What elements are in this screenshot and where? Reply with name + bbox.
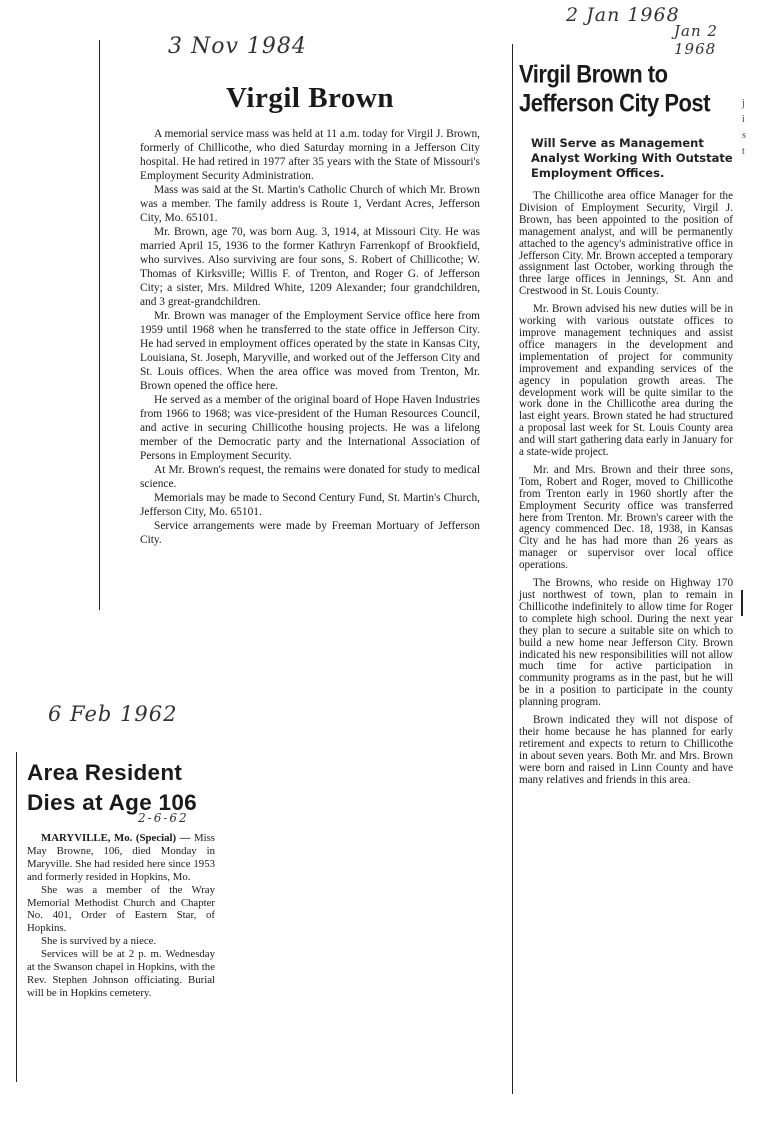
- post-body: [519, 191, 733, 787]
- area-clipping: [27, 758, 215, 1000]
- obituary-paragraph: He served as a member of the original board of Hope Haven Industries from 1966 to 1968; was vice-president of the Human Resources Council, and active in securing Chillicothe housing projects. He was a lifelong member of the Democratic party and the International Association of Persons in Employment Security.: [140, 394, 480, 462]
- area-left-edge: [16, 752, 17, 1082]
- margin-marks: [738, 90, 754, 810]
- margin-mark: s: [742, 130, 746, 141]
- area-paragraph: She is survived by a niece.: [41, 935, 157, 948]
- area-dateline: MARYVILLE, Mo. (Special) —: [41, 832, 191, 844]
- obituary-body: [140, 127, 480, 547]
- obituary-title: Virgil Brown: [226, 82, 394, 114]
- handwritten-date-area-headline: 2-6-62: [138, 811, 189, 825]
- obituary-paragraph: Mr. Brown was manager of the Employment Service office here from 1959 until 1968 when he transferred to the state office in Jefferson City. He had served in employment offices operated by the state in Kansas City, Louisiana, St. Joseph, Maryville, and worked out of the Jefferson City and St. Louis offices. When the area office was moved from Trenton, Mr. Brown opened the office here.: [140, 310, 480, 392]
- obituary-paragraph: Mr. Brown, age 70, was born Aug. 3, 1914, at Missouri City. He was married April 15, 1936 to the former Kathryn Farrenkopf of Brookfield, who survives. Also surviving are four sons, S. Robert of Chillicothe; W. Thomas of Kirksville; Willis F. of Trenton, and Roger G. of Jefferson City; a sister, Mrs. Mildred White, 1209 Alexander; four grandchildren, and 3 great-grandchildren.: [140, 226, 480, 308]
- area-headline: [27, 758, 215, 818]
- post-paragraph: The Browns, who reside on Highway 170 just northwest of town, plan to remain in Chillicothe indefinitely to allow time for Roger to complete high school. During the next year they plan to secure a suitable site on which to build a new home near Jefferson City. Brown indicated his new responsibilities will not allow much time for active participation in community programs as in the past, but he will be in a position to participate in the county planning program.: [519, 577, 733, 709]
- margin-mark: t: [742, 146, 745, 157]
- obituary-paragraph: Memorials may be made to Second Century Fund, St. Martin's Church, Jefferson City, Mo. 65101.: [140, 492, 480, 518]
- handwritten-date-area: 6 Feb 1962: [48, 702, 178, 726]
- obituary-paragraph: A memorial service mass was held at 11 a.m. today for Virgil J. Brown, formerly of Chillicothe, who died Saturday morning in a Jefferson City hospital. He had retired in 1977 after 35 years with the State of Missouri's Employment Security Administration.: [140, 128, 480, 182]
- post-clipping: [519, 60, 733, 793]
- post-paragraph: Mr. Brown advised his new duties will be in working with various outstate offices to improve management techniques and assist office managers in the development and implementation of project for community improvement and expanding services of the agency in population growth areas. The development work will be quite similar to the work done in the Chillicothe area during the last eight years. Brown stated he had structured a proposal last week for St. Louis County area and will start gathering data early in January for a state-wide project.: [519, 303, 733, 459]
- handwritten-date-obituary: 3 Nov 1984: [168, 34, 307, 59]
- obituary-paragraph: Mass was said at the St. Martin's Catholic Church of which Mr. Brown was a member. The family address is Route 1, Verdant Acres, Jefferson City, Mo. 65101.: [140, 184, 480, 224]
- obituary-left-edge: [99, 40, 100, 610]
- obituary-paragraph: At Mr. Brown's request, the remains were donated for study to medical science.: [140, 464, 480, 490]
- area-paragraph: Services will be at 2 p. m. Wednesday at the Swanson chapel in Hopkins, with the Rev. Stephen Johnson officiating. Burial will be in Hopkins cemetery.: [27, 948, 215, 999]
- post-deck: Will Serve as Management Analyst Working With Outstate Employment Offices.: [531, 136, 733, 180]
- post-headline-line2: Jefferson City Post: [519, 89, 710, 118]
- area-paragraph-text: Miss May Browne, 106, died Monday in Maryville. She had resided here since 1953 and formerly resided in Hopkins, Mo.: [27, 832, 216, 883]
- right-margin-rule: [741, 590, 743, 616]
- obituary-clipping: [140, 82, 480, 547]
- area-paragraph: She was a member of the Wray Memorial Methodist Church and Chapter No. 401, Order of Eastern Star, of Hopkins.: [27, 883, 215, 935]
- post-paragraph: The Chillicothe area office Manager for the Division of Employment Security, Virgil J. Brown, has been appointed to the position of management analyst, and will be permanently attached to the agency's administrative office in Jefferson City. Mr. Brown accepted a temporary assignment last October, working through the three large offices in Jennings, St. Ann and Crestwood in St. Louis County.: [519, 190, 733, 298]
- handwritten-date-post-headline: Jan 2 1968: [674, 22, 718, 58]
- area-body: [27, 832, 215, 1000]
- post-headline-line1: Virgil Brown to: [519, 60, 668, 88]
- post-left-edge: [512, 44, 513, 1094]
- area-headline-line1: Area Resident: [27, 760, 183, 785]
- margin-mark: i: [742, 114, 745, 125]
- post-headline: [519, 60, 733, 118]
- post-paragraph: Mr. and Mrs. Brown and their three sons, Tom, Robert and Roger, moved to Chillicothe from Trenton early in 1960 shortly after the Employment Security office was transferred here from Trenton. Mr. Brown's career with the agency commenced Dec. 18, 1938, in Kansas City and he has had more than 26 years as manager or supervisor over local office operations.: [519, 463, 733, 572]
- post-paragraph: Brown indicated they will not dispose of their home because he has planned for early retirement and expects to return to Chillicothe in about seven years. Both Mr. and Mrs. Brown were born and raised in Linn County and have many relatives and friends in this area.: [519, 714, 733, 786]
- margin-mark: j: [742, 98, 745, 109]
- area-headline-line2: Dies at Age 106: [27, 790, 197, 815]
- obituary-paragraph: Service arrangements were made by Freeman Mortuary of Jefferson City.: [140, 520, 480, 546]
- area-paragraph: [27, 832, 215, 884]
- handwritten-date-post: 2 Jan 1968: [566, 4, 680, 26]
